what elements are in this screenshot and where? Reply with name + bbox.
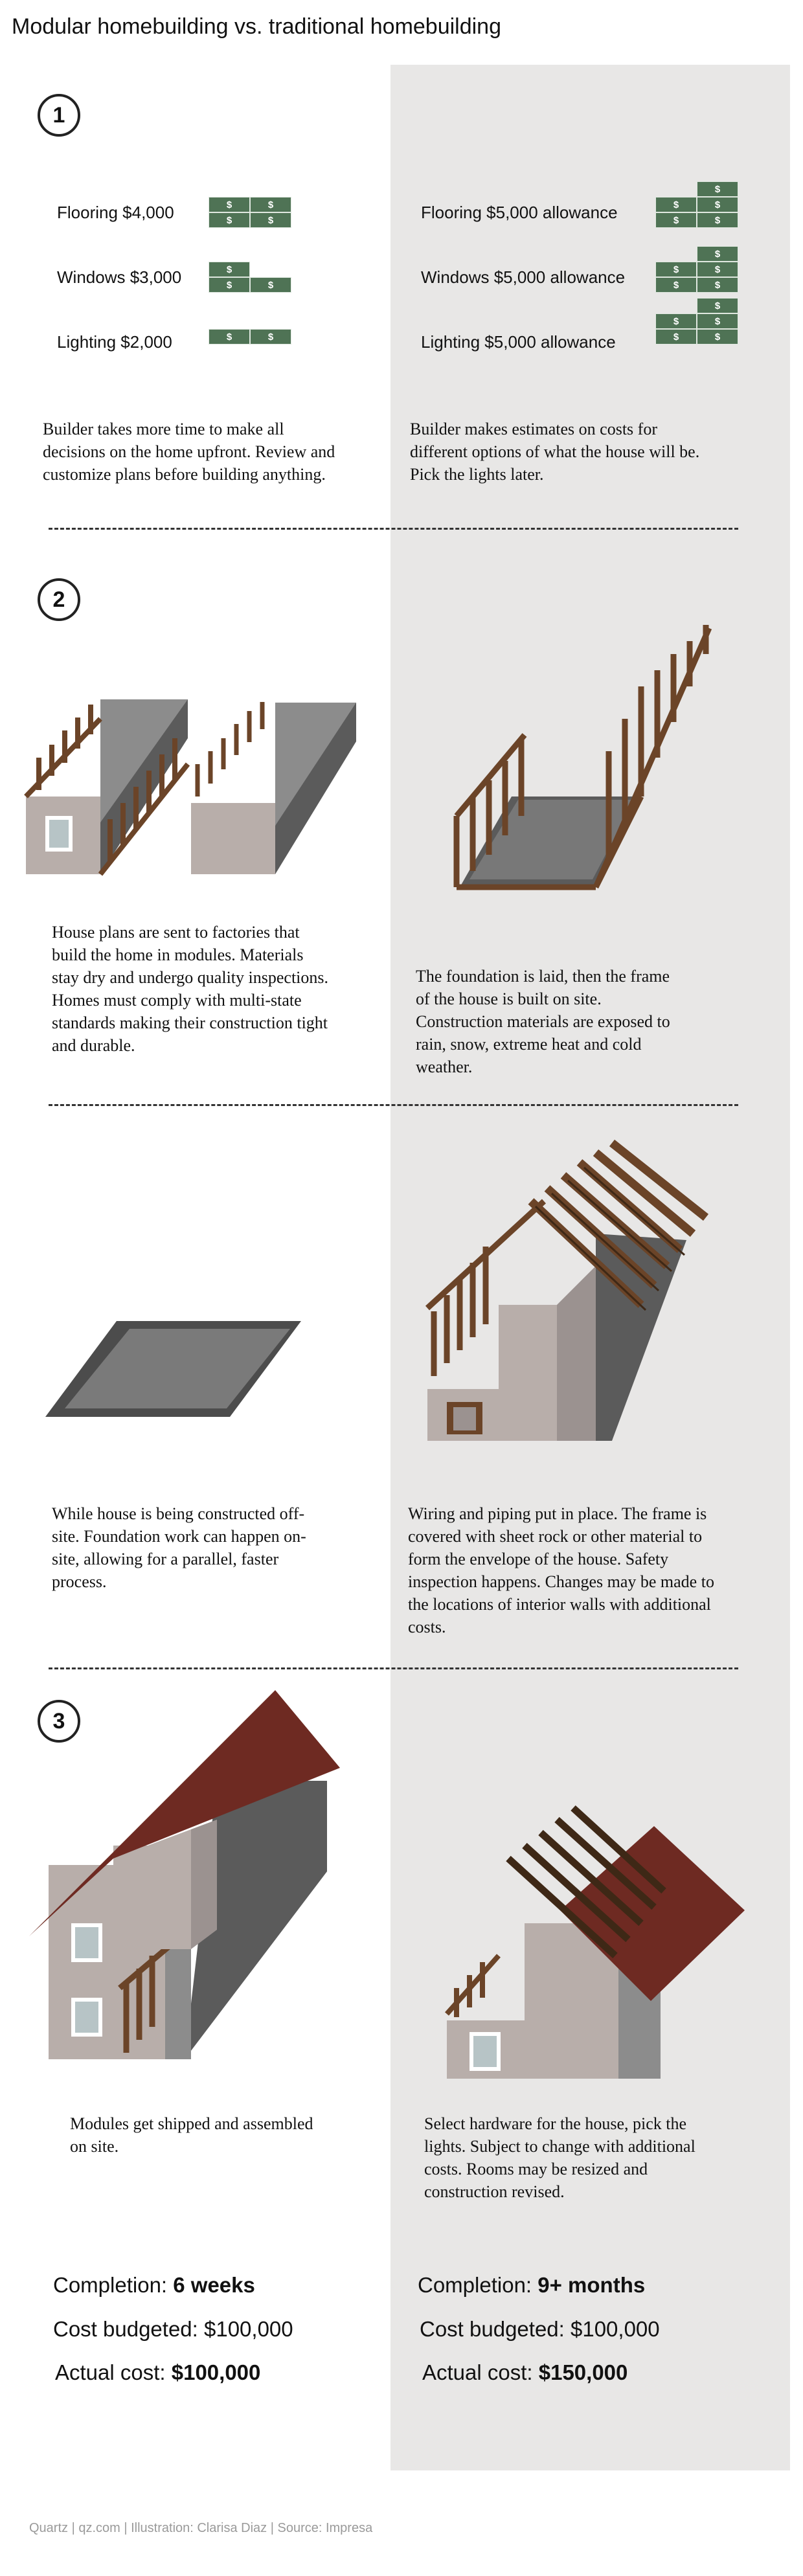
footer-credits: Quartz | qz.com | Illustration: Clarisa Diaz | Source: Impresa: [29, 2521, 373, 2535]
traditional-budget: Cost budgeted: $100,000: [420, 2317, 660, 2341]
money-bill: $: [209, 329, 250, 345]
step-1-marker: 1: [38, 94, 80, 137]
money-bill: $: [697, 212, 738, 228]
modular-actual-cost: [55, 2360, 260, 2385]
money-bill: $: [250, 212, 291, 228]
money-bill: $: [250, 277, 291, 293]
money-bill: $: [250, 197, 291, 212]
modular-actual-value: $100,000: [171, 2360, 261, 2384]
traditional-cost-flooring: Flooring $5,000 allowance: [421, 203, 618, 222]
money-bill: $: [697, 277, 738, 293]
traditional-actual-cost: [422, 2360, 628, 2385]
money-bill: $: [209, 197, 250, 212]
traditional-completion-value: 9+ months: [537, 2273, 646, 2297]
modular-completion: [53, 2273, 255, 2298]
money-bill: $: [655, 197, 697, 212]
traditional-cost-windows: Windows $5,000 allowance: [421, 267, 626, 287]
traditional-actual-value: $150,000: [538, 2360, 628, 2384]
modular-budget: Cost budgeted: $100,000: [53, 2317, 293, 2341]
section-divider: [49, 1104, 738, 1106]
money-bill: $: [697, 329, 738, 345]
traditional-frame-illustration: [447, 622, 719, 894]
money-bill: $: [697, 313, 738, 329]
modular-modules-illustration: [26, 693, 363, 887]
traditional-actual-label: Actual cost:: [422, 2360, 539, 2384]
traditional-step1-text: Builder makes estimates on costs for different options of what the house will be. Pick the lights later.: [410, 420, 700, 484]
modular-cost-windows: Windows $3,000: [57, 267, 182, 287]
traditional-completion-label: Completion:: [418, 2273, 538, 2297]
modular-cost-flooring: Flooring $4,000: [57, 203, 174, 222]
money-bill: $: [209, 262, 250, 277]
money-bill: $: [655, 212, 697, 228]
section-divider: [49, 1667, 738, 1669]
modular-cost-lighting: Lighting $2,000: [57, 332, 172, 352]
modular-completion-value: 6 weeks: [173, 2273, 255, 2297]
modular-actual-label: Actual cost:: [55, 2360, 172, 2384]
section-divider: [49, 528, 738, 530]
page-title: Modular homebuilding vs. traditional homebuilding: [12, 14, 502, 39]
traditional-step3-text: Select hardware for the house, pick the lights. Subject to change with additional costs. Rooms may be resized and construction revised.: [424, 2114, 696, 2201]
modular-step2-text: House plans are sent to factories that build the home in modules. Materials stay dry and undergo quality inspections. Homes must comply with multi-state standards making their construction tight and durable.: [52, 923, 329, 1055]
money-bill: $: [209, 277, 250, 293]
traditional-enclosed-frame-illustration: [427, 1136, 712, 1447]
money-bill: $: [655, 313, 697, 329]
money-bill: $: [655, 262, 697, 277]
foundation-slab-illustration: [45, 1321, 304, 1425]
modular-step2b-text: While house is being constructed off-site. Foundation work can happen on-site, allowing for a parallel, faster process.: [52, 1504, 306, 1591]
step-2-marker: 2: [38, 578, 80, 621]
traditional-partial-house-illustration: [447, 1800, 745, 2085]
money-bill: $: [250, 329, 291, 345]
traditional-completion: [418, 2273, 645, 2298]
money-bill: $: [697, 197, 738, 212]
money-bill: $: [655, 329, 697, 345]
traditional-cost-lighting: Lighting $5,000 allowance: [421, 332, 616, 352]
money-bill: $: [697, 298, 738, 313]
money-bill: $: [655, 277, 697, 293]
modular-step1-text: Builder takes more time to make all decisions on the home upfront. Review and customize plans before building anything.: [43, 420, 335, 484]
money-bill: $: [697, 246, 738, 262]
money-bill: $: [697, 262, 738, 277]
modular-step3-text: Modules get shipped and assembled on site.: [70, 2114, 313, 2156]
traditional-step2b-text: Wiring and piping put in place. The frame is covered with sheet rock or other material to form the envelope of the house. Safety inspection happens. Changes may be made to the locations of interior walls with additional costs.: [408, 1504, 714, 1636]
modular-assembled-house-illustration: [29, 1690, 340, 2066]
modular-completion-label: Completion:: [53, 2273, 174, 2297]
money-bill: $: [209, 212, 250, 228]
step-3-marker: 3: [38, 1700, 80, 1743]
traditional-step2-text: The foundation is laid, then the frame of the house is built on site. Construction materials are exposed to rain, snow, extreme heat and cold weather.: [416, 967, 670, 1076]
money-bill: $: [697, 181, 738, 197]
